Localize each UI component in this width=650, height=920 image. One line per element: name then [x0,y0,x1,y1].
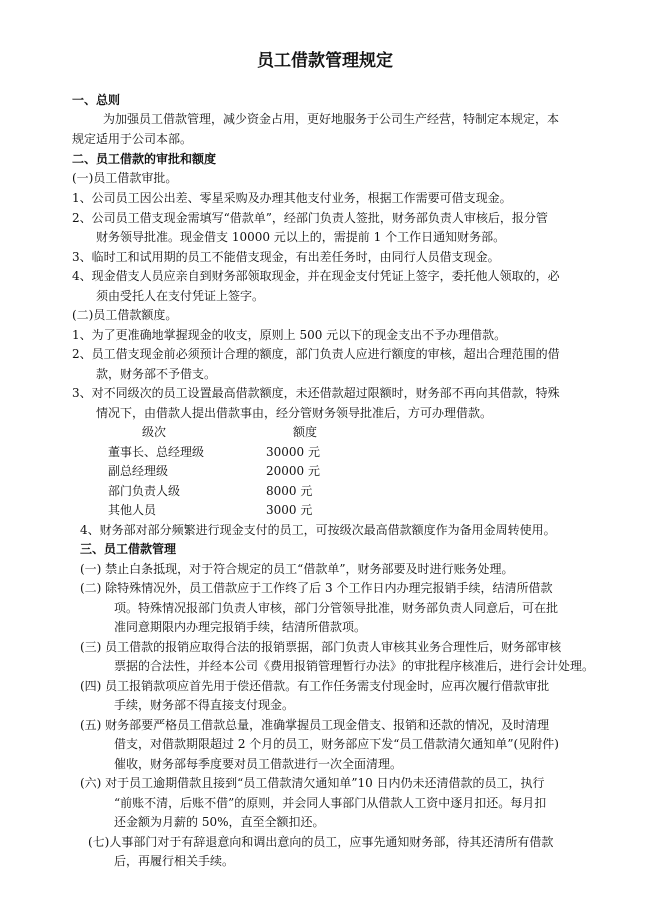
clause-b3-continued: 情况下，由借款人提出借款事由，经分管财务领导批准后，方可办理借款。 [96,406,493,420]
item-6-continued: “前账不清，后账不借”的原则，并会同人事部门从借款人工资中逐月扣还。每月扣 [114,796,547,810]
clause-b2: 2、员工借支现金前必须预计合理的额度，部门负责人应进行额度的审核，超出合理范围的借 [72,347,560,361]
table-row-level: 副总经理级 [108,464,169,478]
clause-b2-continued: 款，财务部不予借支。 [96,367,217,381]
item-5-continued: 借支，对借款期限超过 2 个月的员工，财务部应下发“员工借款清欠通知单”(见附件) [114,737,559,751]
item-4: (四) 员工报销款项应首先用于偿还借款。有工作任务需支付现金时，应再次履行借款审批 [80,679,550,693]
table-row-amount: 30000 元 [266,445,320,459]
item-5-continued: 催收，财务部每季度要对员工借款进行一次全面清理。 [114,757,403,771]
item-2-continued: 准同意期限内办理完报销手续，结清所借款项。 [114,620,367,634]
item-6: (六) 对于员工逾期借款且接到“员工借款清欠通知单”10 日内仍未还清借款的员工，执行 [80,776,545,790]
section-2-heading: 二、员工借款的审批和额度 [72,152,217,166]
table-header-level: 级次 [142,425,167,439]
table-row-level: 董事长、总经理级 [108,445,205,459]
item-4-continued: 手续，财务部不得直接支付现金。 [114,698,295,712]
subsection-b-title: (二)员工借款额度。 [72,308,178,322]
subsection-a-title: (一)员工借款审批。 [72,171,178,185]
table-row-amount: 3000 元 [266,503,313,517]
section-3-heading: 三、员工借款管理 [80,542,177,556]
clause-a4-continued: 须由受托人在支付凭证上签字。 [96,289,265,303]
item-2-continued: 项。特殊情况报部门负责人审核，部门分管领导批准，财务部负责人同意后，可在批 [114,601,559,615]
section-1-paragraph-line: 为加强员工借款管理，减少资金占用，更好地服务于公司生产经营，特制定本规定，本 [103,112,560,126]
item-3-continued: 票据的合法性，并经本公司《费用报销管理暂行办法》的审批程序核准后，进行会计处理。 [114,659,595,673]
clause-a4: 4、现金借支人员应亲自到财务部领取现金，并在现金支付凭证上签字，委托他人领取的，必 [72,269,560,283]
table-row-amount: 20000 元 [266,464,320,478]
item-5: (五) 财务部要严格员工借款总量，准确掌握员工现金借支、报销和还款的情况，及时清理 [80,718,550,732]
section-1-paragraph-line: 规定适用于公司本部。 [72,132,193,146]
clause-a1: 1、公司员工因公出差、零星采购及办理其他支付业务，根据工作需要可借支现金。 [72,191,512,205]
table-header-amount: 额度 [293,425,318,439]
item-2: (二) 除特殊情况外，员工借款应于工作终了后 3 个工作日内办理完报销手续，结清所借款 [80,581,553,595]
item-3: (三) 员工借款的报销应取得合法的报销票据，部门负责人审核其业务合理性后，财务部审核 [80,640,562,654]
item-7-continued: 后，再履行相关手续。 [114,854,235,868]
document-title: 员工借款管理规定 [257,51,393,71]
item-6-continued: 还金额为月薪的 50%，直至全额扣还。 [114,815,325,829]
section-1-heading: 一、总则 [72,93,121,107]
item-1: (一) 禁止白条抵现，对于符合规定的员工“借款单”，财务部要及时进行账务处理。 [80,562,514,576]
table-row-amount: 8000 元 [266,484,313,498]
clause-b4: 4、财务部对部分频繁进行现金支付的员工，可按级次最高借款额度作为备用金周转使用。 [80,523,556,537]
clause-b3: 3、对不同级次的员工设置最高借款额度，未还借款超过限额时，财务部不再向其借款，特殊 [72,386,560,400]
item-7: (七)人事部门对于有辞退意向和调出意向的员工，应事先通知财务部，待其还清所有借款 [88,835,554,849]
clause-b1: 1、为了更准确地掌握现金的收支，原则上 500 元以下的现金支出不予办理借款。 [72,328,507,342]
clause-a2: 2、公司员工借支现金需填写“借款单”，经部门负责人签批，财务部负责人审核后，报分管 [72,211,548,225]
clause-a3: 3、临时工和试用期的员工不能借支现金，有出差任务时，由同行人员借支现金。 [72,250,500,264]
clause-a2-continued: 财务领导批准。现金借支 10000 元以上的，需提前 1 个工作日通知财务部。 [96,230,506,244]
table-row-level: 其他人员 [108,503,157,517]
table-row-level: 部门负责人级 [108,484,181,498]
